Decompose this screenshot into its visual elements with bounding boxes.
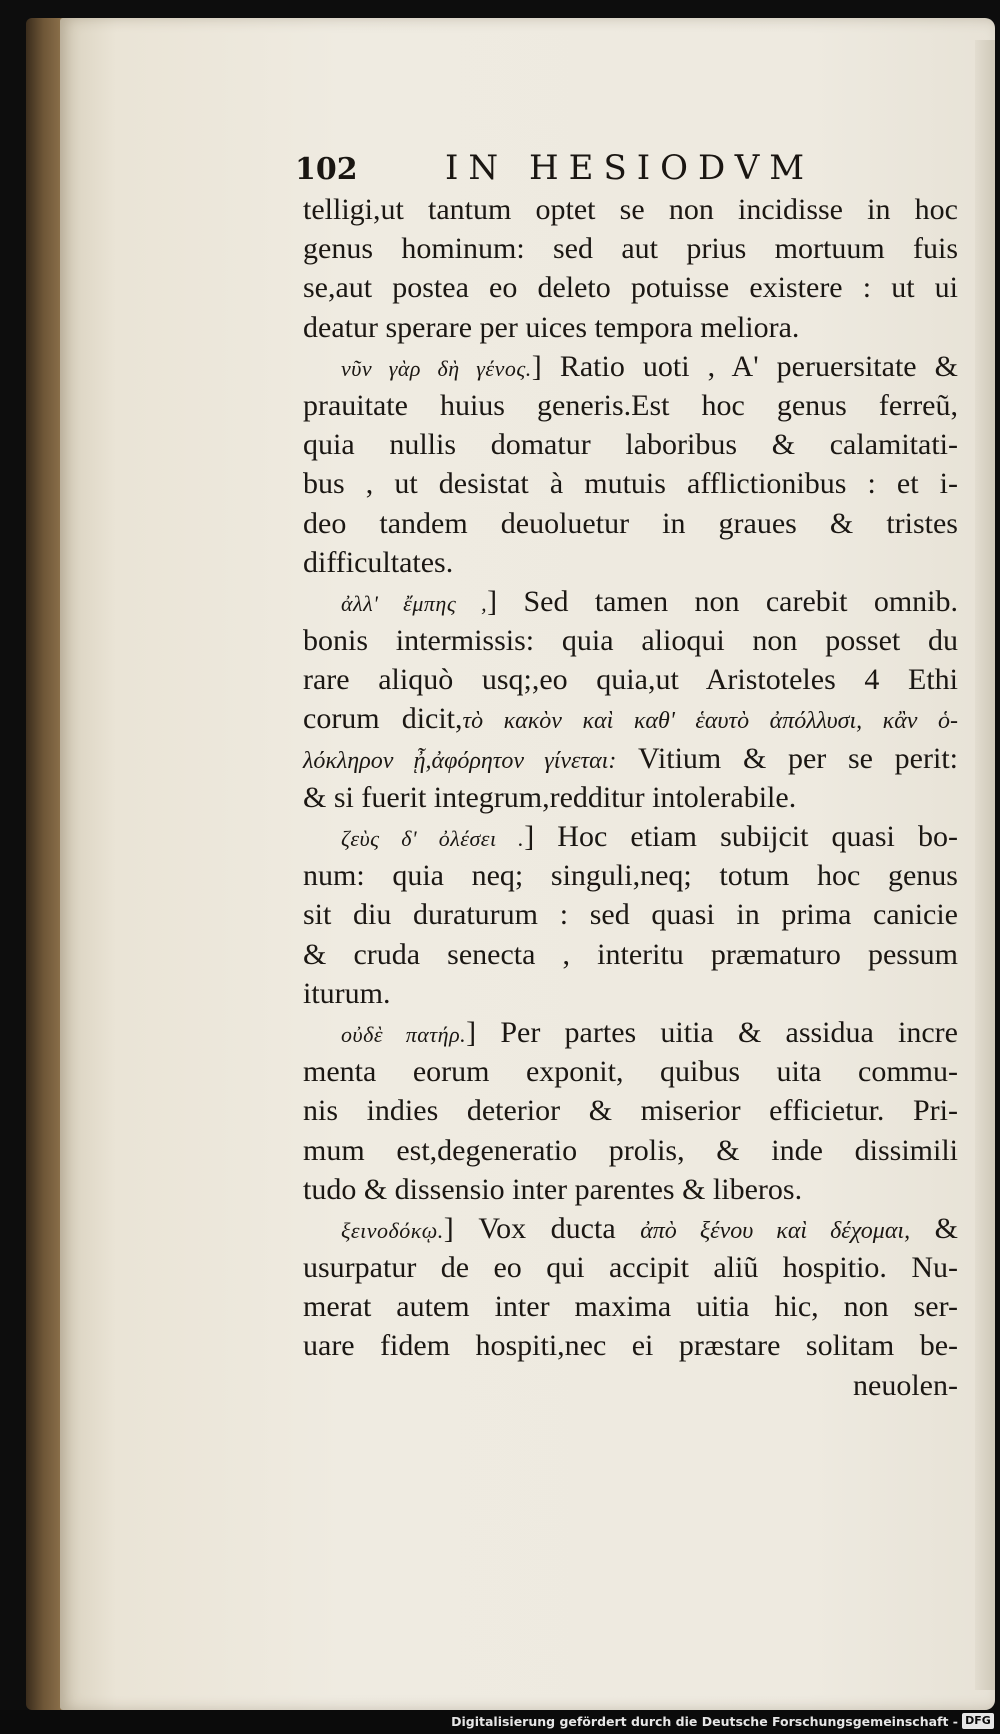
greek-quote: λόκληρον ᾖ,ἀφόρητον γίνεται: — [303, 747, 617, 774]
text-line — [303, 1366, 958, 1405]
line-text: num: quia neq; singuli,neq; totum hoc genus — [303, 859, 958, 893]
text-line — [303, 778, 958, 817]
dfg-logo: DFG — [962, 1713, 994, 1729]
line-text: rare aliquò usq;,eo quia,ut Aristoteles 4 Ethi — [303, 663, 958, 697]
line-text: mum est,degeneratio prolis, & inde dissimili — [303, 1133, 958, 1167]
line-text: ] Per partes uitia & assidua incre — [466, 1015, 958, 1049]
text-line — [303, 856, 958, 895]
line-text: ] Hoc etiam subijcit quasi bo- — [524, 820, 958, 853]
greek-quote: τὸ κακὸν καὶ καθ' ἑαυτὸ ἀπόλλυσι, κἂν ὁ- — [462, 708, 958, 735]
text-line — [303, 229, 958, 268]
text-line — [303, 582, 958, 621]
line-text: quia nullis domatur laboribus & calamitati- — [303, 428, 958, 462]
text-line — [303, 935, 958, 974]
line-text: tudo & dissensio inter parentes & liberos. — [303, 1172, 803, 1206]
line-text: neuolen- — [853, 1368, 958, 1402]
line-text: uare fidem hospiti,nec ei præstare solitam be- — [303, 1329, 958, 1363]
line-text: usurpatur de eo qui accipit aliũ hospitio. Nu- — [303, 1251, 958, 1285]
digitization-credit: Digitalisierung gefördert durch die Deutsche Forschungsgemeinschaft - — [451, 1714, 958, 1729]
text-line — [303, 621, 958, 660]
line-text: difficultates. — [303, 545, 454, 579]
line-text: iturum. — [303, 976, 391, 1010]
page-edge — [975, 40, 995, 1690]
line-text: menta eorum exponit, quibus uita commu- — [303, 1055, 958, 1089]
running-head: IN HESIODVM — [445, 148, 815, 188]
text-line — [303, 660, 958, 699]
text-line — [303, 308, 958, 347]
text-line — [303, 699, 958, 738]
line-text: merat autem inter maxima uitia hic, non ser- — [303, 1290, 958, 1324]
text-line — [303, 895, 958, 934]
text-line — [303, 974, 958, 1013]
line-text: genus hominum: sed aut prius mortuum fuis — [303, 232, 958, 266]
line-text: deo tandem deuoluetur in graues & tristes — [303, 506, 958, 540]
line-text: deatur sperare per uices tempora meliora. — [303, 310, 800, 344]
line-text: Vitium & per se perit: — [616, 741, 958, 775]
text-line — [303, 464, 958, 503]
text-line — [303, 504, 958, 543]
line-text: ] Sed tamen non carebit omnib. — [487, 584, 958, 618]
text-line — [303, 1170, 958, 1209]
line-text: nis indies deterior & miserior efficietur. Pri- — [303, 1094, 958, 1128]
line-text: bus , ut desistat à mutuis afflictionibus : et i- — [303, 467, 958, 501]
greek-lemma: νῦν γὰρ δὴ γένος. — [341, 355, 532, 381]
greek-quote: ἀπὸ ξένου καὶ δέχομαι, — [640, 1217, 911, 1244]
line-text-continued: & — [910, 1211, 958, 1245]
line-text: corum dicit, — [303, 702, 463, 736]
greek-lemma: ζεὺς δ' ὀλέσει . — [341, 826, 525, 851]
greek-lemma: οὐδὲ πατήρ. — [341, 1021, 467, 1047]
text-line — [303, 543, 958, 582]
line-text: & cruda senecta , interitu præmaturo pessum — [303, 937, 958, 971]
text-line — [303, 268, 958, 307]
text-line — [303, 817, 958, 856]
text-line — [303, 386, 958, 425]
line-text: bonis intermissis: quia alioqui non posset du — [303, 624, 958, 658]
text-line — [303, 1326, 958, 1365]
body-text — [303, 190, 958, 1405]
text-line — [303, 1209, 958, 1248]
line-text: se,aut postea eo deleto potuisse existere : ut ui — [303, 271, 958, 305]
text-line — [303, 1052, 958, 1091]
line-text: prauitate huius generis.Est hoc genus ferreũ, — [303, 388, 958, 422]
text-line — [303, 1131, 958, 1170]
greek-lemma: ἀλλ' ἔμπης , — [341, 590, 488, 616]
greek-lemma: ξεινοδόκῳ. — [341, 1217, 444, 1243]
page-number: 102 — [295, 152, 358, 187]
page-header — [295, 148, 815, 188]
text-line — [303, 1287, 958, 1326]
line-text: ] Ratio uoti , A' peruersitate & — [531, 349, 959, 383]
text-line — [303, 425, 958, 464]
text-line — [303, 347, 958, 386]
text-line — [303, 1013, 958, 1052]
line-text: ] Vox ducta — [443, 1211, 641, 1245]
text-line — [303, 1091, 958, 1130]
text-line — [303, 190, 958, 229]
text-line — [303, 739, 958, 778]
text-line — [303, 1248, 958, 1287]
line-text: sit diu duraturum : sed quasi in prima canicie — [303, 898, 958, 932]
line-text: telligi,ut tantum optet se non incidisse in hoc — [303, 193, 958, 226]
line-text: & si fuerit integrum,redditur intolerabile. — [303, 780, 797, 814]
